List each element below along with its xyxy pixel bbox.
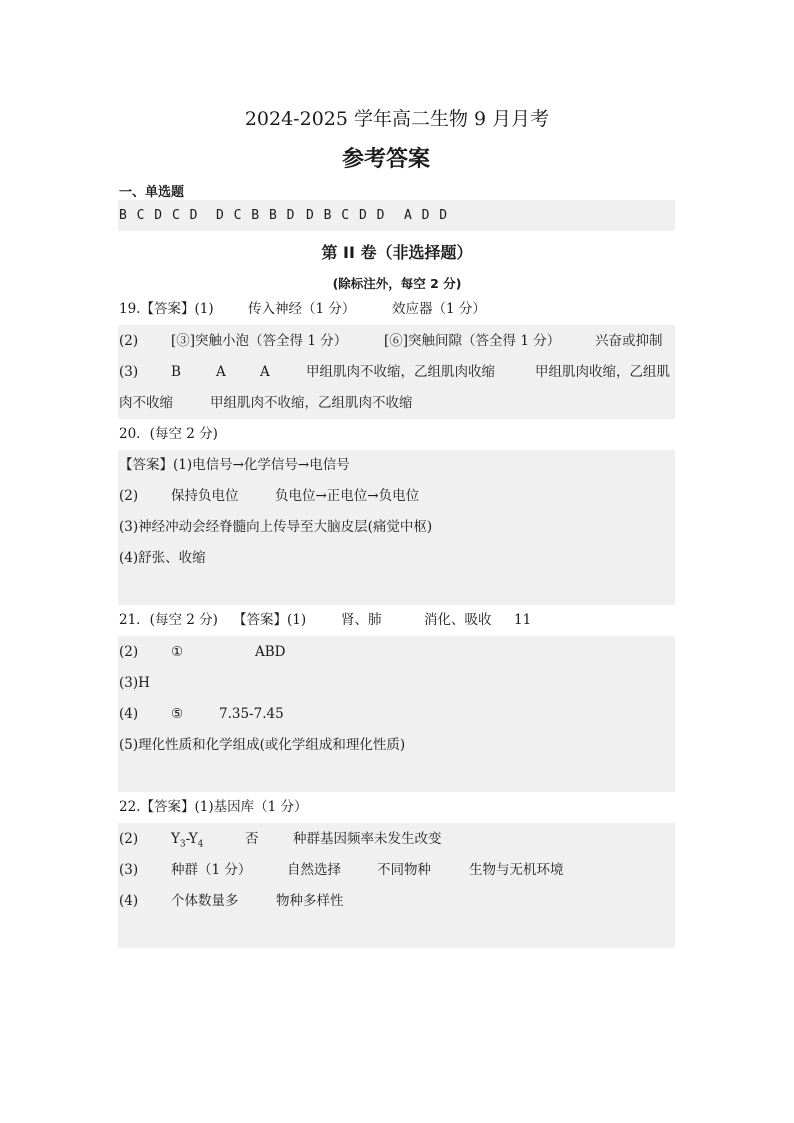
q19-answer-3e: 甲组肌肉收缩，乙组肌	[535, 364, 670, 380]
section-heading-mcq: 一、单选题	[119, 185, 185, 200]
q19-answer-3b: A	[216, 364, 226, 380]
q19-label-2: (2)	[119, 333, 139, 349]
q19-answer-2c: 兴奋或抑制	[595, 333, 663, 349]
q22-answer-3a: 种群（1 分）	[171, 862, 252, 878]
q22-label-4: (4)	[119, 893, 139, 909]
q19-line-1: 19.【答案】(1)	[119, 301, 214, 317]
page-subtitle: 参考答案	[341, 147, 430, 172]
q19-answer-3d: 甲组肌肉不收缩，乙组肌肉收缩	[306, 364, 495, 380]
q20-answer-2a: 保持负电位	[171, 488, 239, 504]
q20-answer-2b: 负电位→正电位→负电位	[275, 488, 420, 504]
q19-answer-2b: [⑥]突触间隙（答全得 1 分）	[384, 333, 561, 349]
mcq-group-3: D B C D D	[306, 208, 386, 223]
section-heading-essay: 第 II 卷（非选择题）	[321, 243, 473, 262]
q22-heading: 22.【答案】(1)基因库（1 分）	[119, 799, 308, 815]
q20-answer-1: 【答案】(1)电信号→化学信号→电信号	[119, 457, 350, 473]
mcq-group-4: A D D	[404, 208, 449, 223]
q19-answer-3e-cont: 肉不收缩	[119, 395, 173, 411]
q19-answer-3a: B	[171, 364, 181, 380]
q20-label-2: (2)	[119, 488, 139, 504]
q21-label-2: (2)	[119, 644, 139, 660]
q21-band	[118, 636, 675, 792]
q19-answer-1b: 效应器（1 分）	[392, 301, 486, 317]
q21-answer-2b: ABD	[255, 644, 286, 660]
q22-answer-3d: 生物与无机环境	[469, 862, 564, 878]
q19-answer-2a: [③]突触小泡（答全得 1 分）	[171, 333, 348, 349]
page-title: 2024-2025 学年高二生物 9 月月考	[244, 108, 550, 130]
q21-answer-3: (3)H	[119, 675, 150, 691]
q19-answer-1a: 传入神经（1 分）	[248, 301, 356, 317]
mcq-group-2: D C B B D	[216, 208, 296, 223]
mcq-group-1: B C D C D	[119, 208, 199, 223]
q20-answer-4: (4)舒张、收缩	[119, 550, 206, 566]
q22-answer-4b: 物种多样性	[276, 893, 344, 909]
scoring-note: (除标注外，每空 2 分)	[332, 276, 462, 291]
q22-answer-2a: $Y_3-Y_4$	[171, 831, 204, 850]
q22-answer-3c: 不同物种	[377, 862, 431, 878]
q21-answer-2a: ①	[171, 644, 184, 660]
q21-answer-1a: 肾、肺	[341, 612, 382, 628]
q19-answer-3c: A	[260, 364, 270, 380]
q21-label-1: 【答案】(1)	[233, 612, 307, 628]
q22-label-3: (3)	[119, 862, 139, 878]
q21-heading: 21．(每空 2 分)	[119, 612, 218, 628]
q20-answer-3: (3)神经冲动会经脊髓向上传导至大脑皮层(痛觉中枢)	[119, 519, 433, 535]
q22-answer-4a: 个体数量多	[171, 893, 239, 909]
q19-answer-3f: 甲组肌肉不收缩，乙组肌肉不收缩	[210, 395, 413, 411]
q22-answer-2b: 否	[245, 831, 259, 847]
q21-answer-4a: ⑤	[171, 706, 184, 722]
q21-answer-5: (5)理化性质和化学组成(或化学组成和理化性质)	[119, 737, 406, 753]
q19-label-3: (3)	[119, 364, 139, 380]
q21-answer-1c: 11	[514, 612, 532, 628]
q21-answer-1b: 消化、吸收	[424, 612, 492, 628]
q22-answer-2c: 种群基因频率未发生改变	[293, 831, 442, 847]
q21-label-4: (4)	[119, 706, 139, 722]
q21-answer-4b: 7.35-7.45	[219, 706, 284, 722]
q22-label-2: (2)	[119, 831, 139, 847]
q22-answer-3b: 自然选择	[287, 862, 341, 878]
mcq-answer-band	[118, 200, 675, 231]
q20-heading: 20．(每空 2 分)	[119, 426, 218, 442]
